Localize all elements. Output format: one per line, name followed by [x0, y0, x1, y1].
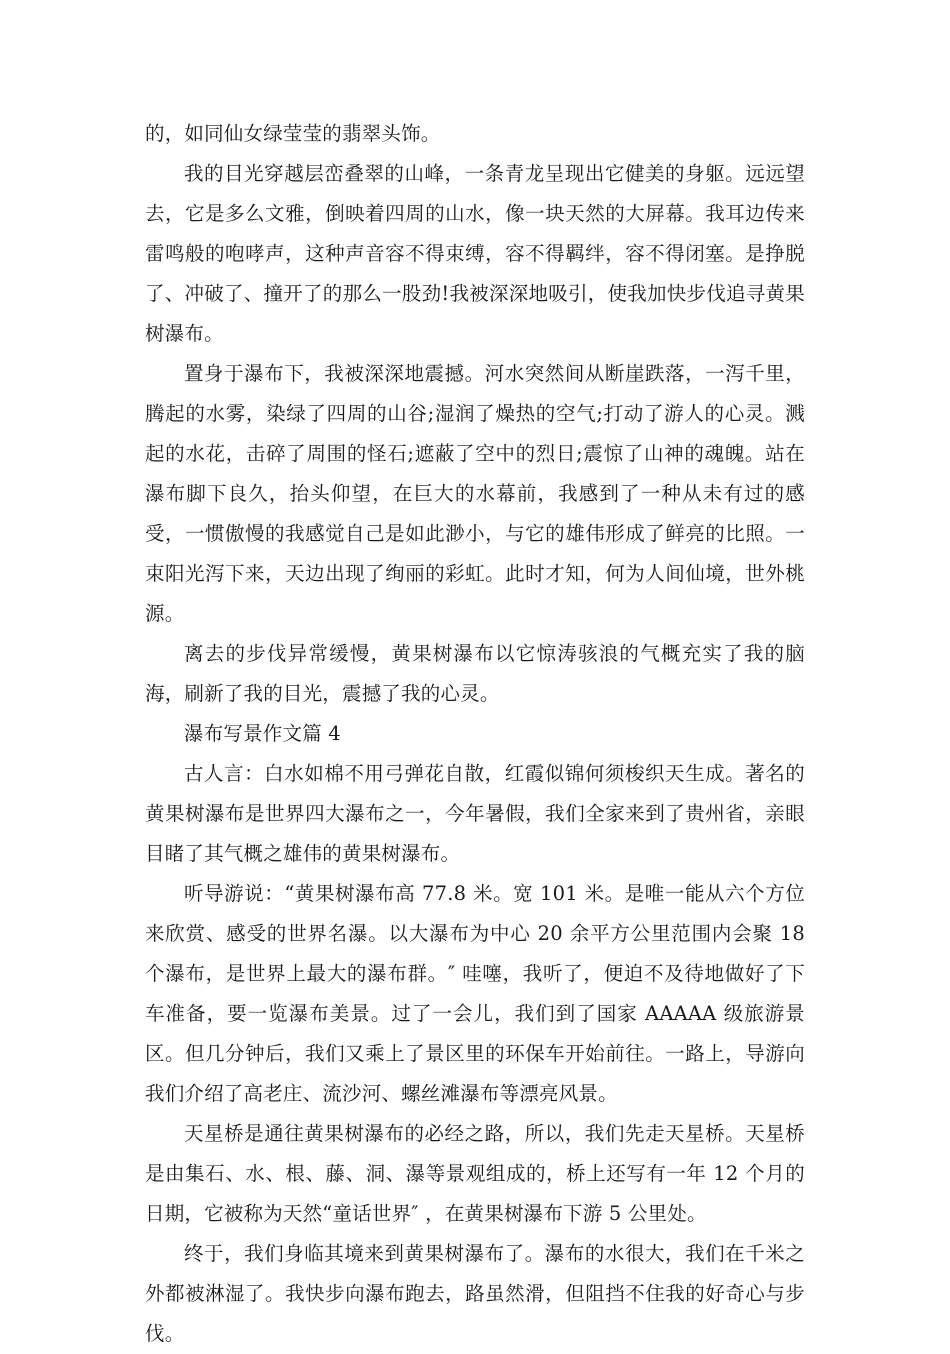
paragraph-5: 古人言：白水如棉不用弓弹花自散，红霞似锦何须梭织天生成。著名的黄果树瀑布是世界四大瀑布之一，今年暑假，我们全家来到了贵州省，亲眼目睹了其气概之雄伟的黄果树瀑布。	[145, 762, 805, 865]
paragraph-7: 天星桥是通往黄果树瀑布的必经之路，所以，我们先走天星桥。天星桥是由集石、水、根、藤、洞、瀑等景观组成的，桥上还写有一年 12 个月的日期，它被称为天然“童话世界″ ，在黄果树瀑布下游 5 公里处。	[145, 1122, 805, 1225]
paragraph-3: 置身于瀑布下，我被深深地震撼。河水突然间从断崖跌落，一泻千里，腾起的水雾，染绿了四周的山谷;湿润了燥热的空气;打动了游人的心灵。溅起的水花，击碎了周围的怪石;遮蔽了空中的烈日;震惊了山神的魂魄。站在瀑布脚下良久，抬头仰望，在巨大的水幕前，我感到了一种从未有过的感受，一惯傲慢的我感觉自己是如此渺小，与它的雄伟形成了鲜亮的比照。一束阳光泻下来，天边出现了绚丽的彩虹。此时才知，何为人间仙境，世外桃源。	[145, 362, 805, 625]
paragraph-2: 我的目光穿越层峦叠翠的山峰，一条青龙呈现出它健美的身躯。远远望去，它是多么文雅，倒映着四周的山水，像一块天然的大屏幕。我耳边传来雷鸣般的咆哮声，这种声音容不得束缚，容不得羁绊，容不得闭塞。是挣脱了、冲破了、撞开了的那么一股劲!我被深深地吸引，使我加快步伐追寻黄果树瀑布。	[145, 162, 805, 345]
section-heading: 瀑布写景作文篇 4	[184, 722, 341, 745]
document-page	[145, 114, 805, 1354]
paragraph-6: 听导游说：“黄果树瀑布高 77.8 米。宽 101 米。是唯一能从六个方位来欣赏、感受的世界名瀑。以大瀑布为中心 20 余平方公里范围内会聚 18 个瀑布，是世界上最大的瀑布群。″ 哇噻，我听了，便迫不及待地做好了下车准备，要一览瀑布美景。过了一会儿，我们到了国家 AAAAA 级旅游景区。但几分钟后，我们又乘上了景区里的环保车开始前往。一路上，导游向我们介绍了高老庄、流沙河、螺丝滩瀑布等漂亮风景。	[145, 882, 805, 1105]
paragraph-1: 的，如同仙女绿莹莹的翡翠头饰。	[145, 122, 441, 145]
paragraph-4: 离去的步伐异常缓慢，黄果树瀑布以它惊涛骇浪的气概充实了我的脑海，刷新了我的目光，震撼了我的心灵。	[145, 642, 805, 705]
paragraph-8: 终于，我们身临其境来到黄果树瀑布了。瀑布的水很大，我们在千米之外都被淋湿了。我快步向瀑布跑去，路虽然滑，但阻挡不住我的好奇心与步伐。	[145, 1242, 805, 1345]
